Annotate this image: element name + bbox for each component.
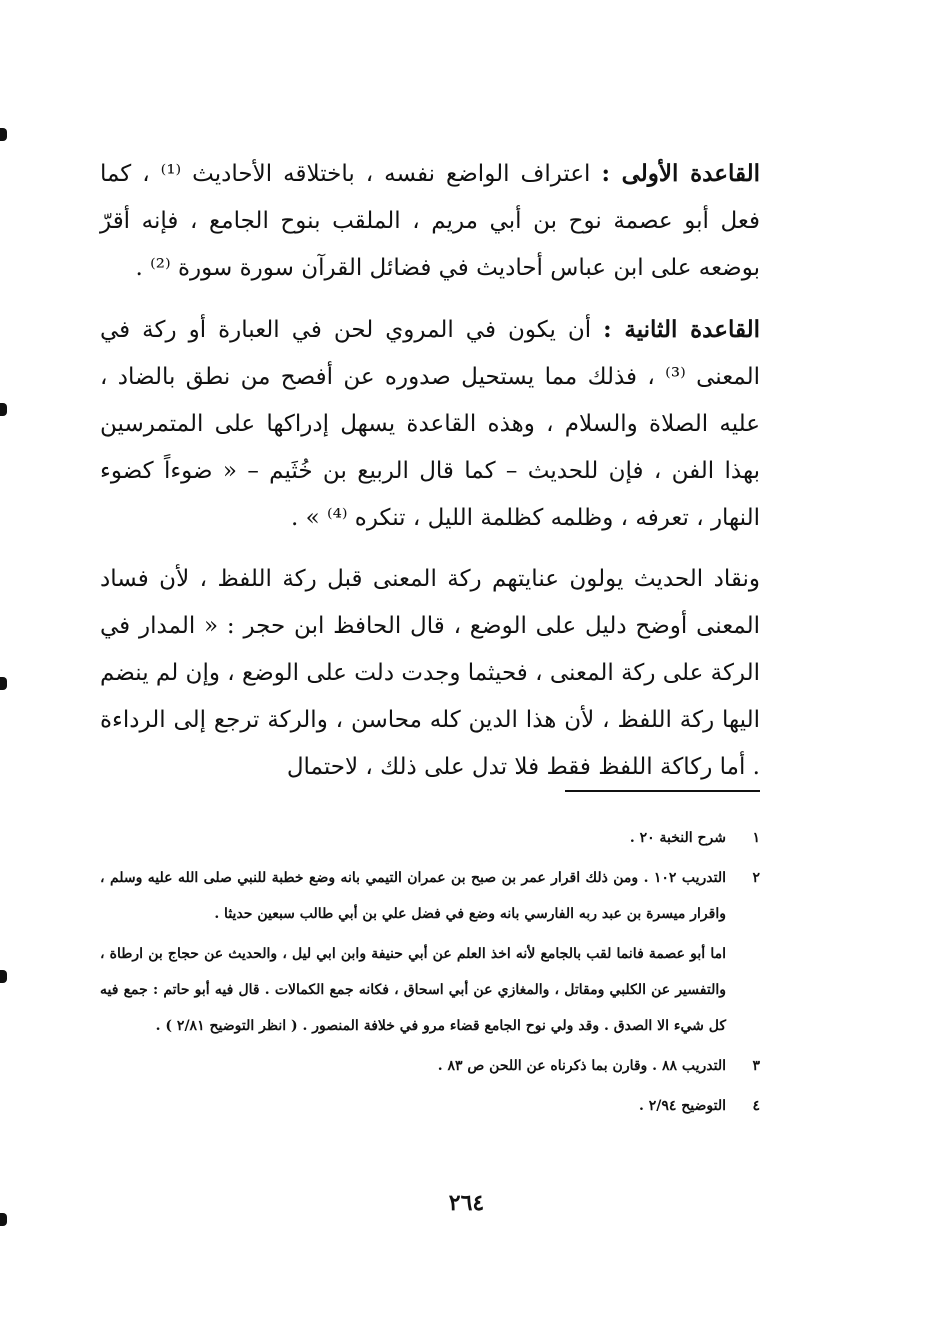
footnote-text: شرح النخبة ٢٠ . (629, 830, 726, 846)
footnote-separator (565, 790, 760, 792)
footnote-text: التدريب ٨٨ . وقارن بما ذكرناه عن اللحن ص ٨٣ . (437, 1058, 726, 1074)
margin-mark (0, 677, 7, 690)
footnote-number: ٣ (752, 1058, 760, 1074)
footnote-2 (100, 860, 760, 932)
page-number: ٢٦٤ (448, 1190, 485, 1216)
footnote-number: ١ (752, 830, 760, 846)
rule-two-label: القاعدة الثانية : (603, 316, 760, 343)
footnote-number: ٢ (752, 870, 760, 886)
footnote-3 (100, 1048, 760, 1084)
margin-mark (0, 403, 7, 416)
footnote-number: ٤ (752, 1098, 760, 1114)
paragraph-critics (100, 556, 760, 791)
margin-mark (0, 128, 7, 141)
margin-mark (0, 970, 7, 983)
footnote-4 (100, 1088, 760, 1124)
footnote-2-continuation: اما أبو عصمة فانما لقب بالجامع لأنه اخذ العلم عن أبي حنيفة وابن ابي ليل ، والحديث عن حجاج بن ارطاة ، والتفسير عن الكلبي ومقاتل ، والمغازي عن أبي اسحاق ، فكانه جمع الكمالات . قال فيه أبو حاتم : جمع فيه كل شيء الا الصدق . وقد ولي نوح الجامع قضاء مرو في خلافة المنصور . ( انظر التوضيح ٢/٨١ ) . (100, 946, 726, 1034)
footnote-1 (100, 820, 760, 856)
footnote-text: التوضيح ٢/٩٤ . (638, 1098, 726, 1114)
paragraph-rule-two (100, 306, 760, 542)
footnote-text: التدريب ١٠٢ . ومن ذلك اقرار عمر بن صبح بن عمران التيمي بانه وضع خطبة للنبي صلى الله عليه وسلم ، واقرار ميسرة بن عبد ربه الفارسي بانه وضع في فضل علي بن أبي طالب سبعين حديثا . (100, 870, 726, 922)
paragraph-rule-one (100, 150, 760, 292)
rule-one-label: القاعدة الأولى : (601, 160, 760, 187)
critics-text: ونقاد الحديث يولون عنايتهم ركة المعنى قبل ركة اللفظ ، لأن فساد المعنى أوضح دليل على الوضع ، قال الحافظ ابن حجر : « المدار في الركة على ركة المعنى ، فحيثما وجدت دلت على الوضع ، وإن لم ينضم اليها ركة اللفظ ، لأن هذا الدين كله محاسن ، والركة ترجع إلى الرداءة . أما ركاكة اللفظ فقط فلا تدل على ذلك ، لاحتمال (100, 566, 760, 780)
rule-two-text: أن يكون في المروي لحن في العبارة أو ركة في المعنى ⁽³⁾ ، فذلك مما يستحيل صدوره عن أفصح من نطق بالضاد ، عليه الصلاة والسلام ، وهذه القاعدة يسهل إدراكها على المتمرسين بهذا الفن ، فإن للحديث – كما قال الربيع بن خُثَيم – « ضوءاً كضوء النهار ، تعرفه ، وظلمه كظلمة الليل ، تنكره ⁽⁴⁾ » . (100, 317, 760, 531)
main-text (100, 150, 760, 805)
footnotes (100, 820, 760, 1128)
rule-one-text: اعتراف الواضع نفسه ، باختلاقه الأحاديث ⁽¹⁾ ، كما فعل أبو عصمة نوح بن أبي مريم ، الملقب بنوح الجامع ، فإنه أقرّ بوضعه على ابن عباس أحاديث في فضائل القرآن سورة سورة ⁽²⁾ . (100, 161, 760, 281)
